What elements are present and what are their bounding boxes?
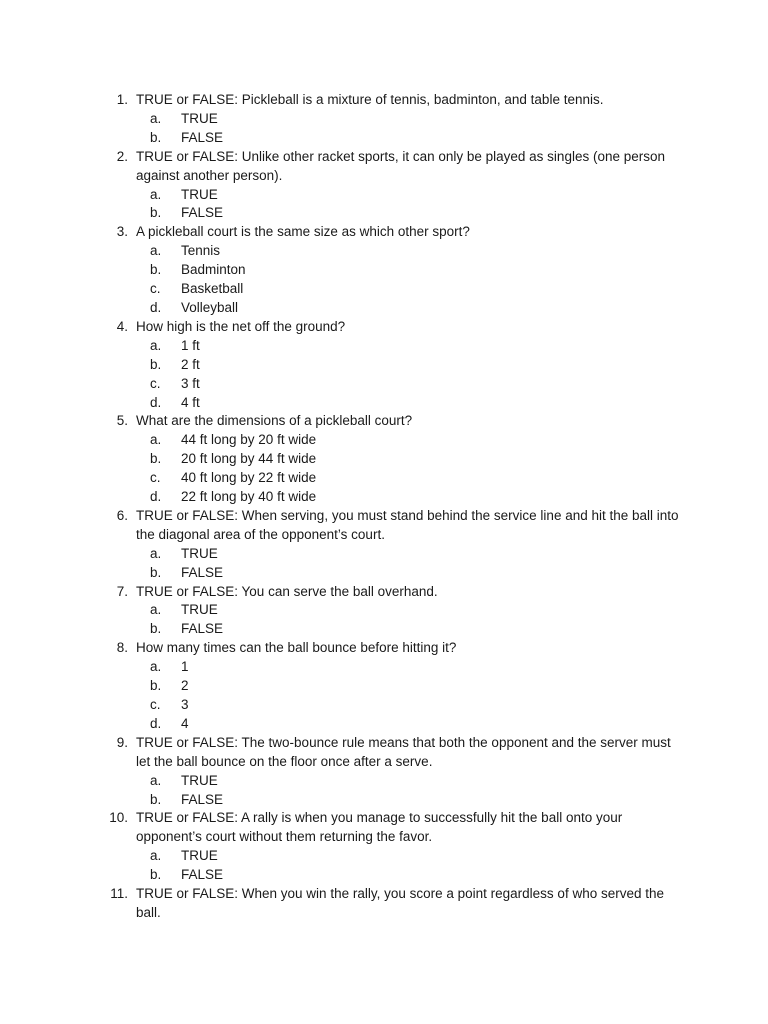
option-letter: d.	[150, 299, 162, 315]
question-text: TRUE or FALSE: You can serve the ball overhand.	[136, 583, 438, 599]
answer-option	[0, 299, 768, 318]
question-text: TRUE or FALSE: When serving, you must stand behind the service line and hit the ball into the diagonal area of the opponent’s court.	[136, 507, 679, 542]
option-text: Badminton	[181, 262, 246, 278]
question-list	[0, 91, 768, 923]
question-number: 3.	[116, 224, 128, 240]
answer-option	[0, 186, 768, 205]
answer-option	[0, 772, 768, 791]
option-letter: c.	[150, 697, 161, 712]
option-text: FALSE	[181, 791, 224, 807]
answer-option	[0, 791, 768, 810]
option-letter: b.	[150, 678, 162, 694]
option-letter: a.	[150, 243, 162, 259]
option-text: 4	[181, 715, 189, 731]
question-number: 9.	[116, 734, 128, 750]
answer-option	[0, 696, 768, 715]
option-letter: c.	[150, 281, 161, 297]
answer-option	[0, 488, 768, 507]
question-text: TRUE or FALSE: The two-bounce rule means that both the opponent and the server must let the ball bounce on the floor once after a serve.	[136, 734, 671, 769]
answer-option	[0, 280, 768, 299]
question-text: TRUE or FALSE: A rally is when you manage to successfully hit the ball onto your opponent’s court without them returning the favor.	[136, 810, 623, 845]
option-text: Tennis	[181, 243, 221, 259]
question-number: 10.	[109, 810, 128, 826]
option-letter: b.	[150, 621, 162, 637]
option-letter: a.	[150, 110, 162, 126]
option-text: TRUE	[181, 848, 218, 864]
option-text: TRUE	[181, 110, 218, 126]
question-item	[0, 583, 684, 602]
question-item	[0, 507, 684, 545]
option-text: TRUE	[181, 602, 218, 618]
answer-option	[0, 261, 768, 280]
option-text: 1	[181, 659, 189, 675]
option-letter: d.	[150, 715, 162, 731]
answer-option	[0, 677, 768, 696]
option-text: 3	[181, 697, 189, 712]
question-item	[0, 412, 684, 431]
option-text: 4 ft	[181, 394, 200, 410]
answer-option	[0, 204, 768, 223]
question-item	[0, 734, 684, 772]
quiz-document	[0, 91, 768, 923]
option-letter: c.	[150, 470, 161, 486]
question-number: 1.	[116, 92, 128, 107]
option-letter: a.	[150, 772, 162, 788]
option-text: 40 ft long by 22 ft wide	[181, 470, 317, 486]
question-text: TRUE or FALSE: Pickleball is a mixture of tennis, badminton, and table tennis.	[136, 92, 604, 107]
option-letter: a.	[150, 848, 162, 864]
question-item	[0, 809, 684, 847]
answer-option	[0, 469, 768, 488]
answer-option	[0, 601, 768, 620]
answer-option	[0, 847, 768, 866]
answer-option	[0, 431, 768, 450]
option-letter: b.	[150, 451, 162, 467]
answer-option	[0, 545, 768, 564]
option-text: Basketball	[181, 281, 244, 297]
option-letter: b.	[150, 564, 162, 580]
option-letter: a.	[150, 337, 162, 353]
option-text: FALSE	[181, 129, 224, 145]
option-letter: b.	[150, 356, 162, 372]
option-letter: d.	[150, 394, 162, 410]
option-text: 1 ft	[181, 337, 200, 353]
question-text: TRUE or FALSE: Unlike other racket sports, it can only be played as singles (one person against another person).	[136, 148, 666, 183]
question-number: 2.	[116, 148, 128, 164]
answer-option	[0, 620, 768, 639]
option-letter: d.	[150, 489, 162, 505]
question-number: 11.	[110, 886, 128, 902]
answer-option	[0, 242, 768, 261]
question-text: How high is the net off the ground?	[136, 318, 346, 334]
question-text: A pickleball court is the same size as which other sport?	[136, 224, 470, 240]
answer-option	[0, 375, 768, 394]
option-text: 22 ft long by 40 ft wide	[181, 489, 317, 505]
option-letter: a.	[150, 602, 162, 618]
answer-option	[0, 110, 768, 129]
option-text: 3 ft	[181, 375, 200, 391]
option-text: TRUE	[181, 186, 218, 202]
question-item	[0, 91, 684, 110]
option-text: 20 ft long by 44 ft wide	[181, 451, 317, 467]
answer-option	[0, 866, 768, 885]
option-letter: a.	[150, 186, 162, 202]
option-text: 2 ft	[181, 356, 200, 372]
option-letter: b.	[150, 205, 162, 221]
answer-option	[0, 450, 768, 469]
answer-option	[0, 564, 768, 583]
question-number: 4.	[116, 318, 128, 334]
answer-option	[0, 337, 768, 356]
question-number: 7.	[116, 583, 128, 599]
option-letter: a.	[150, 659, 162, 675]
option-letter: b.	[150, 867, 162, 883]
question-number: 5.	[116, 413, 128, 429]
question-number: 6.	[116, 507, 128, 523]
option-letter: a.	[150, 432, 162, 448]
option-letter: a.	[150, 545, 162, 561]
question-number: 8.	[116, 640, 128, 656]
option-text: FALSE	[181, 867, 224, 883]
option-text: TRUE	[181, 772, 218, 788]
option-text: FALSE	[181, 564, 224, 580]
answer-option	[0, 715, 768, 734]
answer-option	[0, 394, 768, 413]
option-text: FALSE	[181, 205, 224, 221]
question-text: How many times can the ball bounce before hitting it?	[136, 640, 457, 656]
question-item	[0, 639, 684, 658]
answer-option	[0, 129, 768, 148]
option-letter: c.	[150, 375, 161, 391]
question-item	[0, 148, 684, 186]
answer-option	[0, 658, 768, 677]
option-text: TRUE	[181, 545, 218, 561]
question-text: What are the dimensions of a pickleball court?	[136, 413, 413, 429]
option-letter: b.	[150, 262, 162, 278]
option-letter: b.	[150, 791, 162, 807]
answer-option	[0, 356, 768, 375]
question-text: TRUE or FALSE: When you win the rally, you score a point regardless of who served the ball.	[136, 886, 664, 920]
question-item	[0, 318, 684, 337]
option-text: Volleyball	[181, 299, 239, 315]
option-letter: b.	[150, 129, 162, 145]
option-text: 44 ft long by 20 ft wide	[181, 432, 317, 448]
option-text: FALSE	[181, 621, 224, 637]
option-text: 2	[181, 678, 189, 694]
question-item	[0, 223, 684, 242]
question-item	[0, 885, 684, 923]
